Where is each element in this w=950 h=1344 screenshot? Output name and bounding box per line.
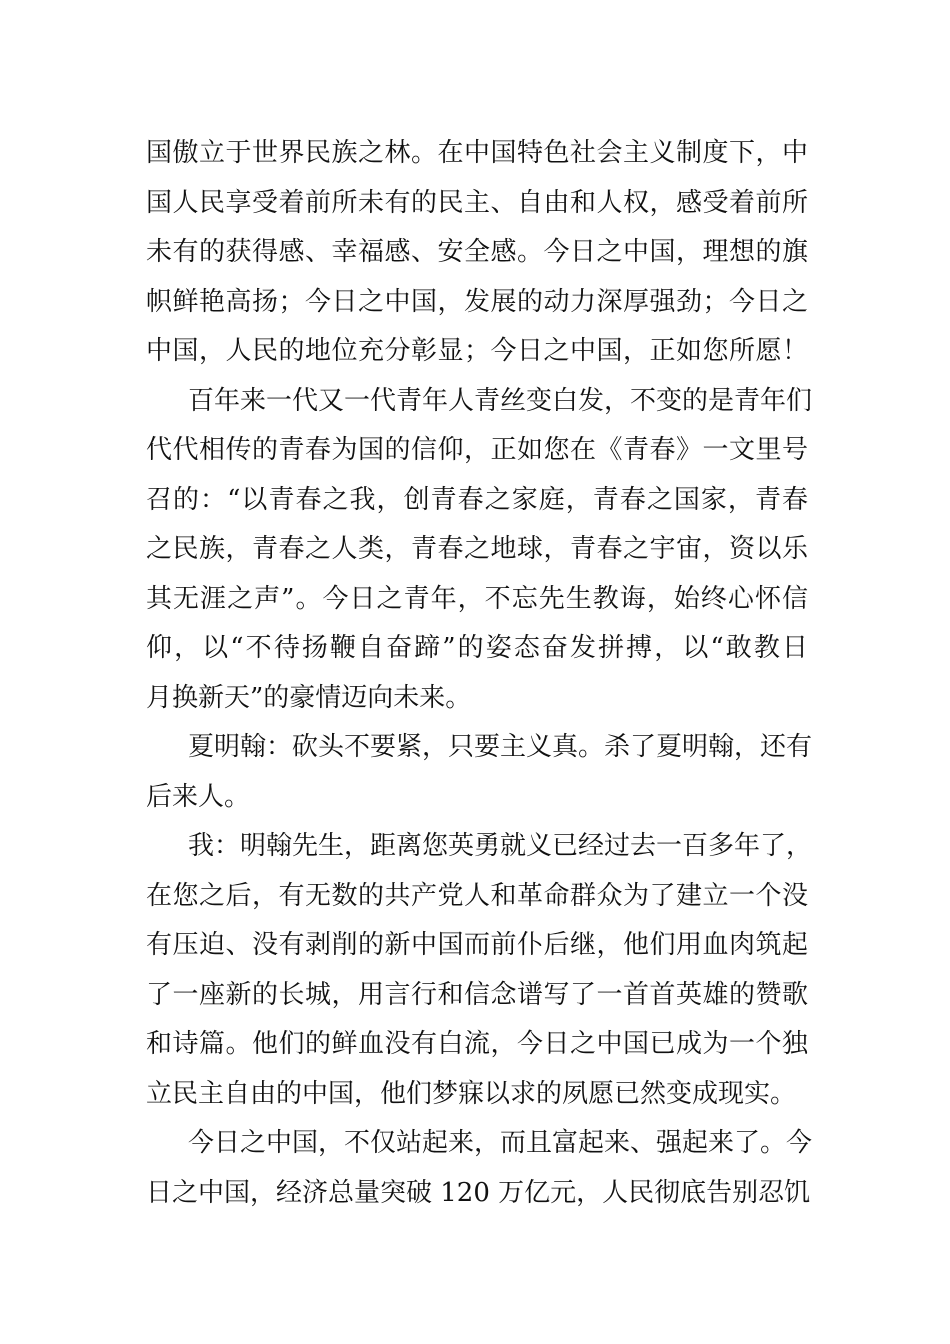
- text-line: 和诗篇。他们的鲜血没有白流，今日之中国已成为一个独: [146, 1029, 808, 1059]
- text-line: 之民族，青春之人类，青春之地球，青春之宇宙，资以乐: [146, 534, 808, 564]
- text-line: 在您之后，有无数的共产党人和革命群众为了建立一个没: [146, 880, 808, 911]
- text-line: 日之中国，经济总量突破 120 万亿元，人民彻底告别忍饥: [146, 1177, 811, 1208]
- paragraph-4: [146, 822, 813, 1119]
- text-line: 后来人。: [146, 781, 251, 812]
- text-line: 国傲立于世界民族之林。在中国特色社会主义制度下，中: [146, 138, 808, 168]
- text-line: 召的：“以青春之我，创青春之家庭，青春之国家，青春: [146, 484, 808, 515]
- text-line: 今日之中国，不仅站起来，而且富起来、强起来了。今: [188, 1128, 813, 1158]
- text-line: 其无涯之声”。今日之青年，不忘先生教诲，始终心怀信: [146, 583, 808, 614]
- paragraph-3: [146, 723, 813, 822]
- text-line: 我：明翰先生，距离您英勇就义已经过去一百多年了，: [188, 831, 813, 861]
- text-line: 立民主自由的中国，他们梦寐以求的夙愿已然变成现实。: [146, 1078, 797, 1109]
- text-line: 代代相传的青春为国的信仰，正如您在《青春》一文里号: [146, 435, 808, 465]
- text-line: 夏明翰：砍头不要紧，只要主义真。杀了夏明翰，还有: [188, 732, 813, 762]
- paragraph-1: [146, 129, 808, 377]
- text-line: 月换新天”的豪情迈向未来。: [146, 682, 472, 713]
- document-body: [146, 129, 813, 1218]
- text-line: 有压迫、没有剥削的新中国而前仆后继，他们用血肉筑起: [146, 930, 808, 960]
- text-line: 中国，人民的地位充分彰显；今日之中国，正如您所愿！: [146, 336, 808, 366]
- text-line: 国人民享受着前所未有的民主、自由和人权，感受着前所: [146, 187, 808, 218]
- text-line: 未有的获得感、幸福感、安全感。今日之中国，理想的旗: [146, 237, 808, 267]
- text-line: 帜鲜艳高扬；今日之中国，发展的动力深厚强劲；今日之: [146, 286, 808, 317]
- text-line: 百年来一代又一代青年人青丝变白发，不变的是青年们: [188, 385, 813, 416]
- paragraph-5: [146, 1119, 813, 1218]
- text-line: 了一座新的长城，用言行和信念谱写了一首首英雄的赞歌: [146, 979, 808, 1010]
- paragraph-2: [146, 377, 813, 724]
- text-line: 仰，以“不待扬鞭自奋蹄”的姿态奋发拼搏，以“敢教日: [146, 633, 808, 663]
